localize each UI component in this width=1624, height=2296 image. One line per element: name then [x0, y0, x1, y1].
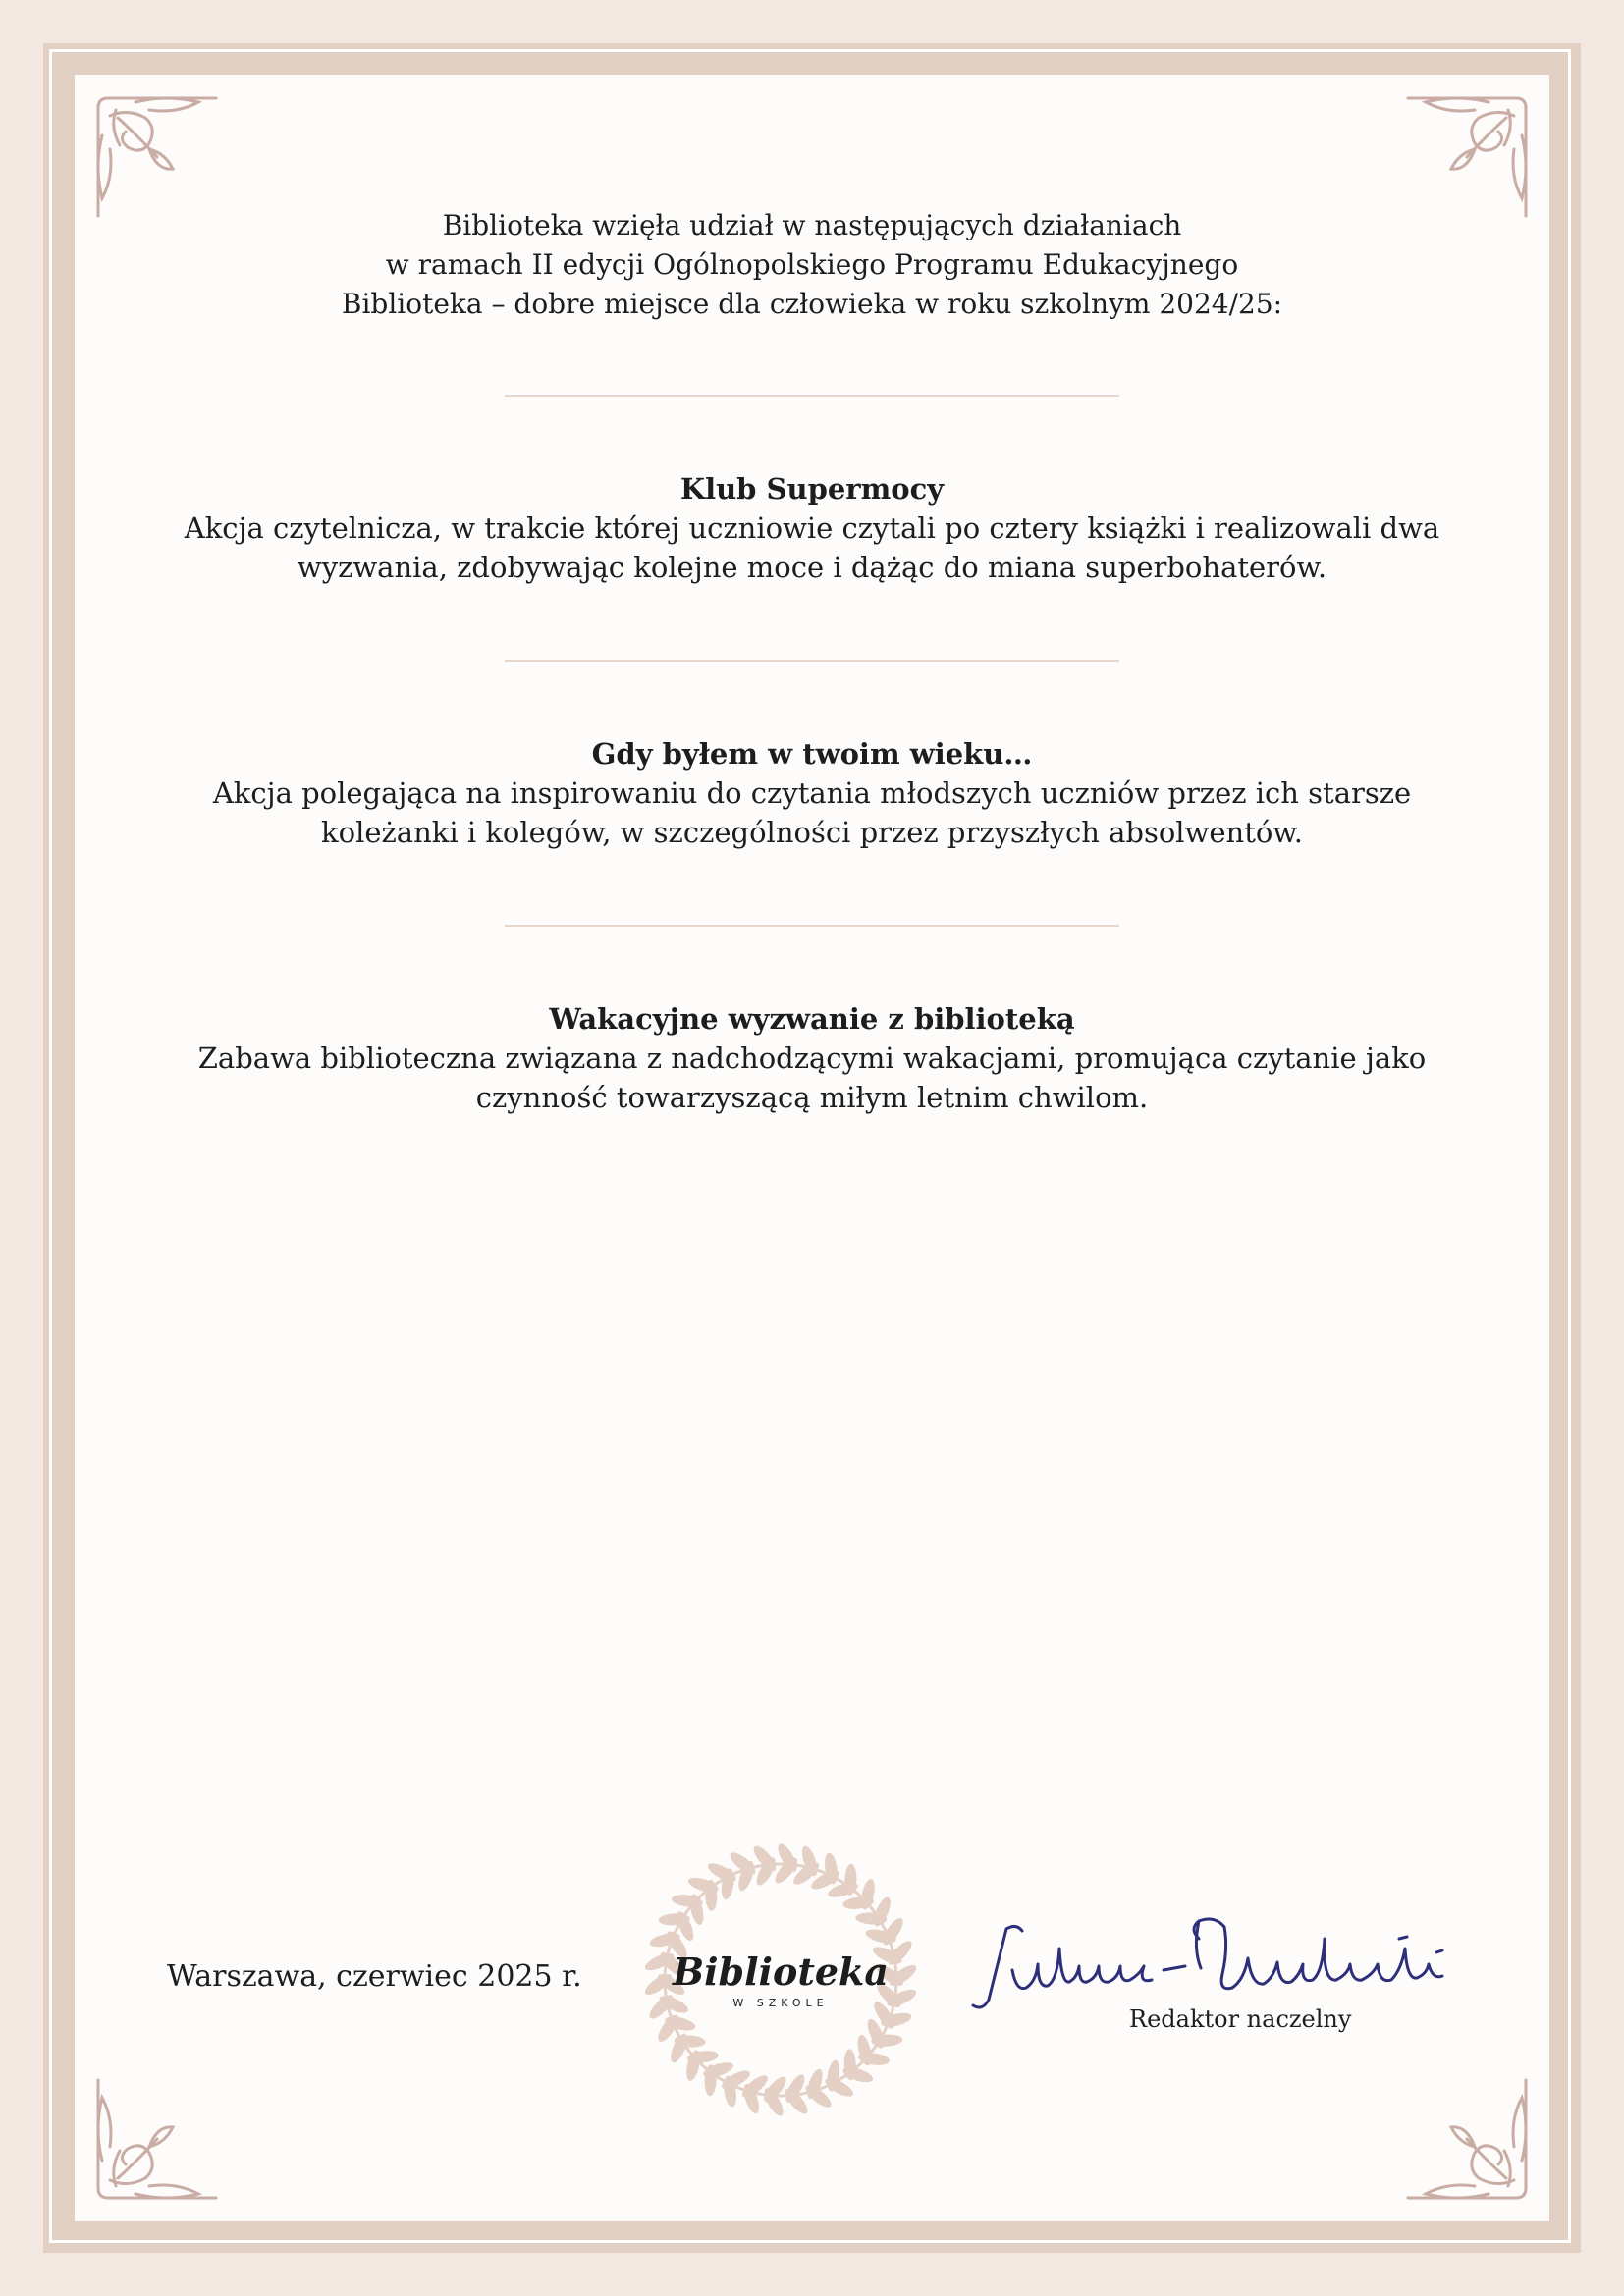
signature-image	[967, 1909, 1463, 2017]
intro-line: Biblioteka – dobre miejsce dla człowieka w roku szkolnym 2024/25:	[341, 288, 1283, 320]
description-line: koleżanki i kolegów, w szczególności przez przyszłych absolwentów.	[321, 816, 1303, 849]
divider	[505, 925, 1119, 927]
signer-role: Redaktor naczelny	[1129, 2005, 1352, 2033]
description-line: Akcja polegająca na inspirowaniu do czytania młodszych uczniów przez ich starsze	[212, 776, 1412, 810]
description-line: wyzwania, zdobywając kolejne moce i dążąc do miana superbohaterów.	[297, 551, 1327, 584]
activity-description	[147, 1039, 1477, 1117]
activity-section	[147, 734, 1477, 852]
description-line: Zabawa biblioteczna związana z nadchodzącymi wakacjami, promująca czytanie jako	[197, 1041, 1427, 1075]
corner-ornament-icon	[88, 2070, 226, 2208]
place-date: Warszawa, czerwiec 2025 r.	[167, 1959, 582, 1994]
description-line: czynność towarzyszącą miłym letnim chwilom.	[475, 1081, 1149, 1114]
library-logo	[638, 1838, 923, 2122]
logo-subtitle: W SZKOLE	[732, 1997, 829, 2009]
activity-section	[147, 469, 1477, 587]
activity-description	[147, 508, 1477, 587]
divider	[505, 395, 1119, 397]
logo-title: Biblioteka	[672, 1949, 890, 1994]
divider	[505, 660, 1119, 662]
activity-description	[147, 774, 1477, 852]
corner-ornament-icon	[1398, 88, 1536, 226]
activity-title: Wakacyjne wyzwanie z biblioteką	[549, 1002, 1075, 1036]
intro-line: w ramach II edycji Ogólnopolskiego Programu Edukacyjnego	[385, 248, 1239, 281]
corner-ornament-icon	[1398, 2070, 1536, 2208]
corner-ornament-icon	[88, 88, 226, 226]
intro-line: Biblioteka wzięła udział w następujących działaniach	[442, 209, 1182, 241]
description-line: Akcja czytelnicza, w trakcie której uczniowie czytali po cztery książki i realizowali dwa	[184, 511, 1440, 545]
activity-section	[147, 999, 1477, 1117]
activity-title: Klub Supermocy	[679, 472, 945, 506]
activity-title: Gdy byłem w twoim wieku…	[591, 737, 1033, 771]
intro-text	[0, 206, 1624, 324]
